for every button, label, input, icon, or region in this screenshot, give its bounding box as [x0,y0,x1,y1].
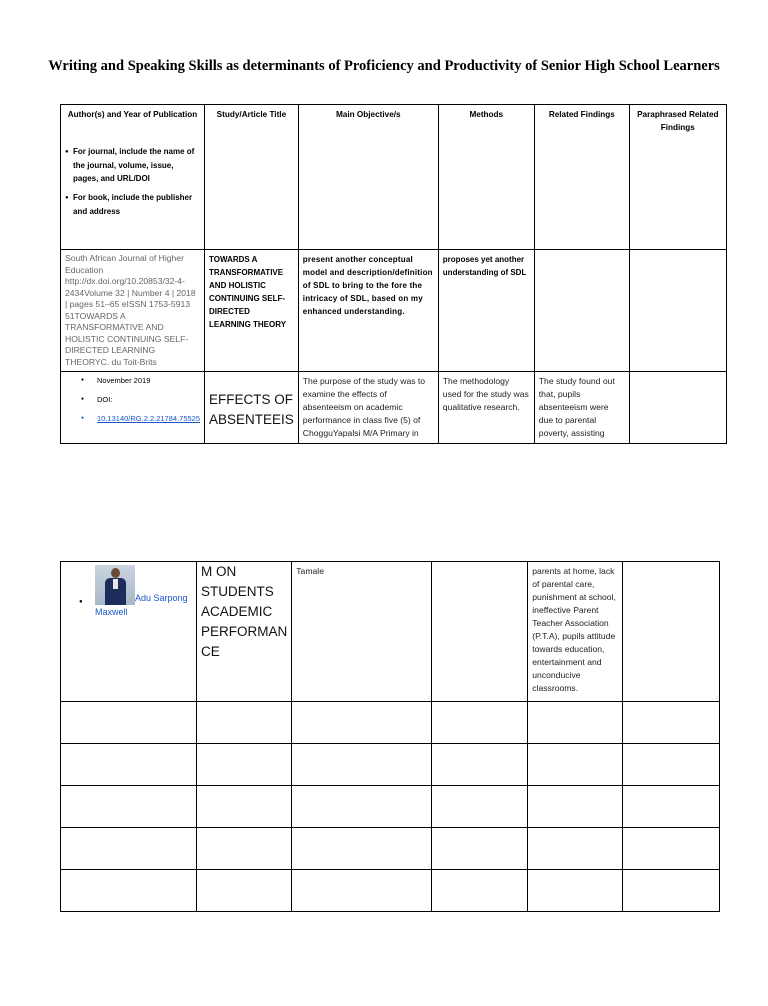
header-cell-objective: Main Objective/s [298,105,438,250]
table-row-empty [61,870,720,912]
row1-paraphrased-cell [629,250,726,372]
table-row-empty [61,828,720,870]
row2-paraphrased-cell [629,372,726,444]
table-row [61,562,720,702]
bullet-icon: ● [79,599,83,605]
header-cell-author [61,105,205,250]
literature-table-bottom [60,561,720,912]
row2-doi-link[interactable]: ● 10.13140/RG.2.2.21784.75525 [73,413,200,424]
document-title: Writing and Speaking Skills as determinants of Proficiency and Productivity of Senior High School Learners [48,58,720,74]
row1-findings-cell [534,250,629,372]
table-row-empty [61,786,720,828]
row2c-methods-cell [432,562,528,702]
row2-author-cell [61,372,205,444]
row2c-objective-cell: Tamale [292,562,432,702]
header-cell-findings: Related Findings [534,105,629,250]
author-name-last[interactable]: Maxwell [95,607,128,617]
author-block [65,565,192,619]
row2c-paraphrased-cell [623,562,720,702]
row1-objective-cell: present another conceptual model and description/definition of SDL to bring to the fore the intricacy of SDL, based on my enhanced understanding. [298,250,438,372]
table-row-empty [61,744,720,786]
row2-objective-cell: The purpose of the study was to examine the effects of absenteeism on academic performance in class five (5) of ChogguYapalsi M/A Primary in [298,372,438,444]
row2-meta-list [65,375,200,424]
header-cell-title: Study/Article Title [205,105,299,250]
header-author-label: Author(s) and Year of Publication [67,110,198,119]
table-row [61,250,727,372]
author-photo-icon [95,565,135,605]
row2-findings-cell: The study found out that, pupils absenteeism were due to parental poverty, assisting [534,372,629,444]
table-row-empty [61,702,720,744]
row1-methods-cell: proposes yet another understanding of SDL [438,250,534,372]
table-row [61,372,727,444]
row2-doi-label: ● DOI: [73,394,200,405]
row2-title-cell: EFFECTS OF ABSENTEEIS [205,372,299,444]
row2c-title-cell: M ON STUDENTS ACADEMIC PERFORMAN CE [197,562,292,702]
row2c-findings-cell: parents at home, lack of parental care, punishment at school, ineffective Parent Teacher Association (P.T.A), pupils attitude towards education, entertainment and unconducive classrooms. [528,562,623,702]
row1-author-cell: South African Journal of Higher Education http://dx.doi.org/10.20853/32-4-2434Volume 32 | Number 4 | 2018 | pages 51–65 eISSN 1753-5913 51TOWARDS A TRANSFORMATIVE AND HOLISTIC CONTINUING SELF-DIRECTED LEARNING THEORYC. du Toit-Brits [61,250,205,372]
row2c-author-cell [61,562,197,702]
table-header-row [61,105,727,250]
row1-title-cell: TOWARDS A TRANSFORMATIVE AND HOLISTIC CONTINUING SELF-DIRECTED LEARNING THEORY [205,250,299,372]
literature-table-top [60,104,727,444]
header-note-book: ● For book, include the publisher and address [65,191,200,218]
header-cell-paraphrased: Paraphrased Related Findings [629,105,726,250]
author-name-first[interactable]: Adu Sarpong [135,593,188,603]
header-cell-methods: Methods [438,105,534,250]
row2-date: ● November 2019 [73,375,200,386]
header-notes-list [65,145,200,218]
row2-methods-cell: The methodology used for the study was qualitative research. [438,372,534,444]
header-note-journal: ● For journal, include the name of the journal, volume, issue, pages, and URL/DOI [65,145,200,185]
